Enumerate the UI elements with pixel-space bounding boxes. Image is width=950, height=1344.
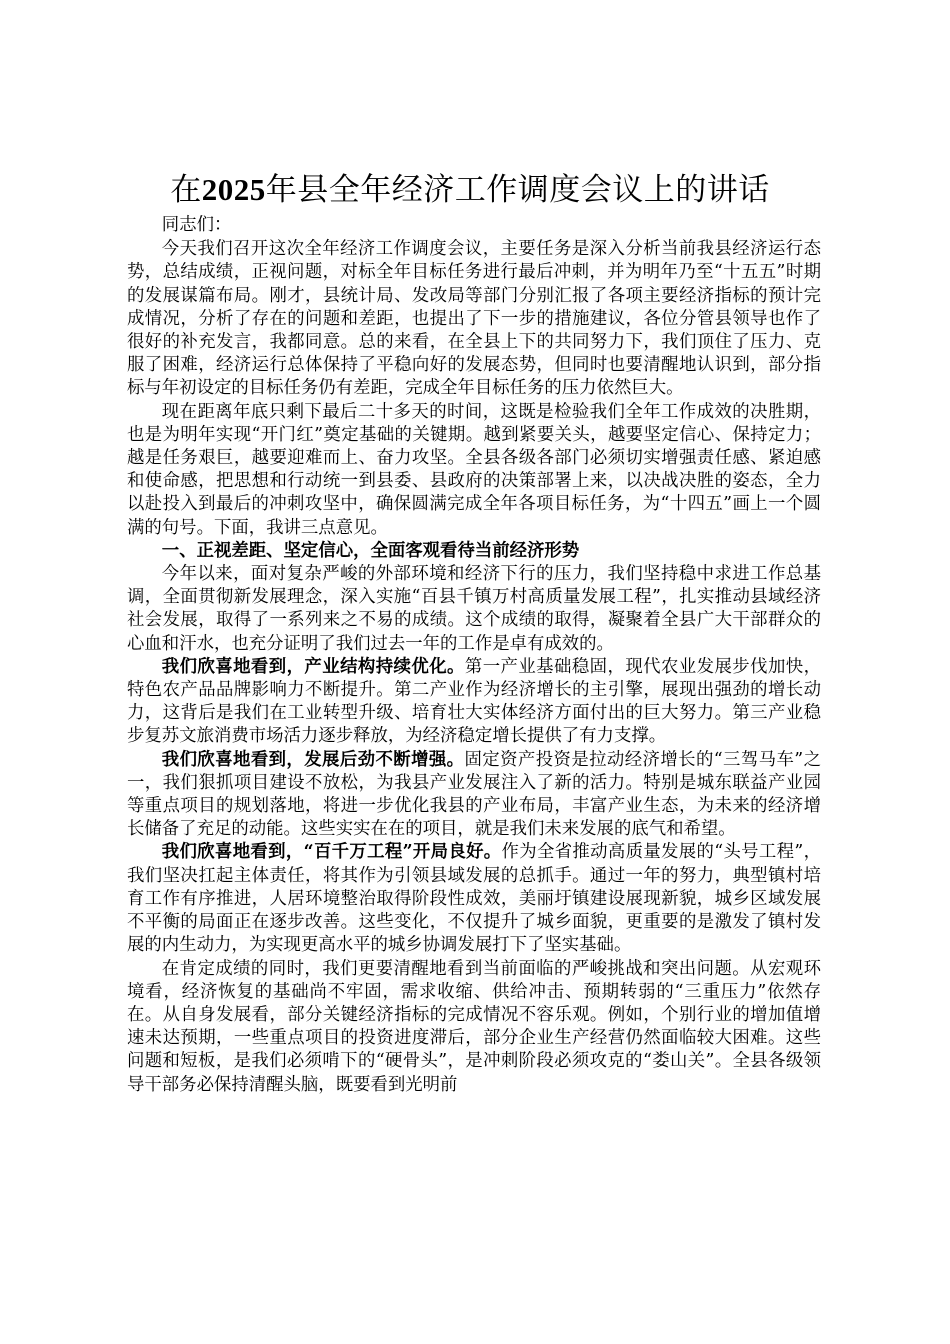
title-prefix: 在 (170, 172, 202, 208)
paragraph-industry-lead: 我们欣喜地看到，产业结构持续优化。 (161, 656, 465, 677)
paragraph-momentum-lead: 我们欣喜地看到，发展后劲不断增强。 (161, 749, 465, 770)
paragraph-achievements: 今年以来，面对复杂严峻的外部环境和经济下行的压力，我们坚持稳中求进工作总基调，全面贯彻新发展理念，深入实施“百县千镇万村高质量发展工程”，扎实推动县域经济社会发展，取得了一系列来之不易的成绩。这个成绩的取得，凝聚着全县广大干部群众的心血和汗水，也充分证明了我们过去一年的工作是卓有成效的。 (127, 564, 821, 654)
paragraph-momentum (127, 749, 821, 842)
title-rest: 年县全年经济工作调度会议上的讲话 (265, 172, 770, 208)
section-heading-1: 一、正视差距、坚定信心，全面客观看待当前经济形势 (161, 540, 580, 561)
paragraph-challenges: 在肯定成绩的同时，我们更要清醒地看到当前面临的严峻挑战和突出问题。从宏观环境看，经济恢复的基础尚不牢固，需求收缩、供给冲击、预期转弱的“三重压力”依然存在。从自身发展看，部分关键经济指标的完成情况不容乐观。例如，个别行业的增加值增速未达预期，一些重点项目的投资进度滞后，部分企业生产经营仍然面临较大困难。这些问题和短板，是我们必须啃下的“硬骨头”，是冲刺阶段必须攻克的“娄山关”。全县各级领导干部务必保持清醒头脑，既要看到光明前 (127, 958, 821, 1095)
paragraph-project-lead: 我们欣喜地看到，“百千万工程”开局良好。 (161, 842, 502, 863)
greeting: 同志们： (161, 215, 232, 235)
document-title (119, 168, 821, 212)
paragraph-momentum-body: 固定资产投资是拉动经济增长的“三驾马车”之一，我们狠抓项目建设不放松，为我县产业发展注入了新的活力。特别是城东联益产业园等重点项目的规划落地，将进一步优化我县的产业布局，丰富产业生态，为未来的经济增长储备了充足的动能。这些实实在在的项目，就是我们未来发展的底气和希望。 (127, 749, 821, 840)
paragraph-project (127, 841, 821, 957)
paragraph-industry-body: 第一产业基础稳固，现代农业发展步伐加快，特色农产品品牌影响力不断提升。第二产业作为经济增长的主引擎，展现出强劲的增长动力，这背后是我们在工业转型升级、培育壮大实体经济方面付出的巨大努力。第三产业稳步复苏文旅消费市场活力逐步释放，为经济稳定增长提供了有力支撑。 (127, 656, 821, 747)
paragraph-deadline: 现在距离年底只剩下最后二十多天的时间，这既是检验我们全年工作成效的决胜期，也是为明年实现“开门红”奠定基础的关键期。越到紧要关头，越要坚定信心、保持定力；越是任务艰巨，越要迎难而上、奋力攻坚。全县各级各部门必须切实增强责任感、紧迫感和使命感，把思想和行动统一到县委、县政府的决策部署上来，以决战决胜的姿态，全力以赴投入到最后的冲刺攻坚中，确保圆满完成全年各项目标任务，为“十四五”画上一个圆满的句号。下面，我讲三点意见。 (127, 401, 821, 538)
paragraph-project-body: 作为全省推动高质量发展的“头号工程”，我们坚决扛起主体责任，将其作为引领县域发展的总抓手。通过一年的努力，典型镇村培育工作有序推进，人居环境整治取得阶段性成效，美丽圩镇建设展现新貌，城乡区域发展不平衡的局面正在逐步改善。这些变化，不仅提升了城乡面貌，更重要的是激发了镇村发展的内生动力，为实现更高水平的城乡协调发展打下了坚实基础。 (127, 842, 821, 956)
document-page (127, 168, 821, 1097)
title-year: 2025 (201, 172, 266, 207)
paragraph-industry (127, 656, 821, 749)
paragraph-intro: 今天我们召开这次全年经济工作调度会议，主要任务是深入分析当前我县经济运行态势，总结成绩，正视问题，对标全年目标任务进行最后冲刺，并为明年乃至“十五五”时期的发展谋篇布局。刚才，县统计局、发改局等部门分别汇报了各项主要经济指标的预计完成情况，分析了存在的问题和差距，也提出了下一步的措施建议，各位分管县领导也作了很好的补充发言，我都同意。总的来看，在全县上下的共同努力下，我们顶住了压力、克服了困难，经济运行总体保持了平稳向好的发展态势，但同时也要清醒地认识到，部分指标与年初设定的目标任务仍有差距，完成全年目标任务的压力依然巨大。 (127, 239, 821, 399)
